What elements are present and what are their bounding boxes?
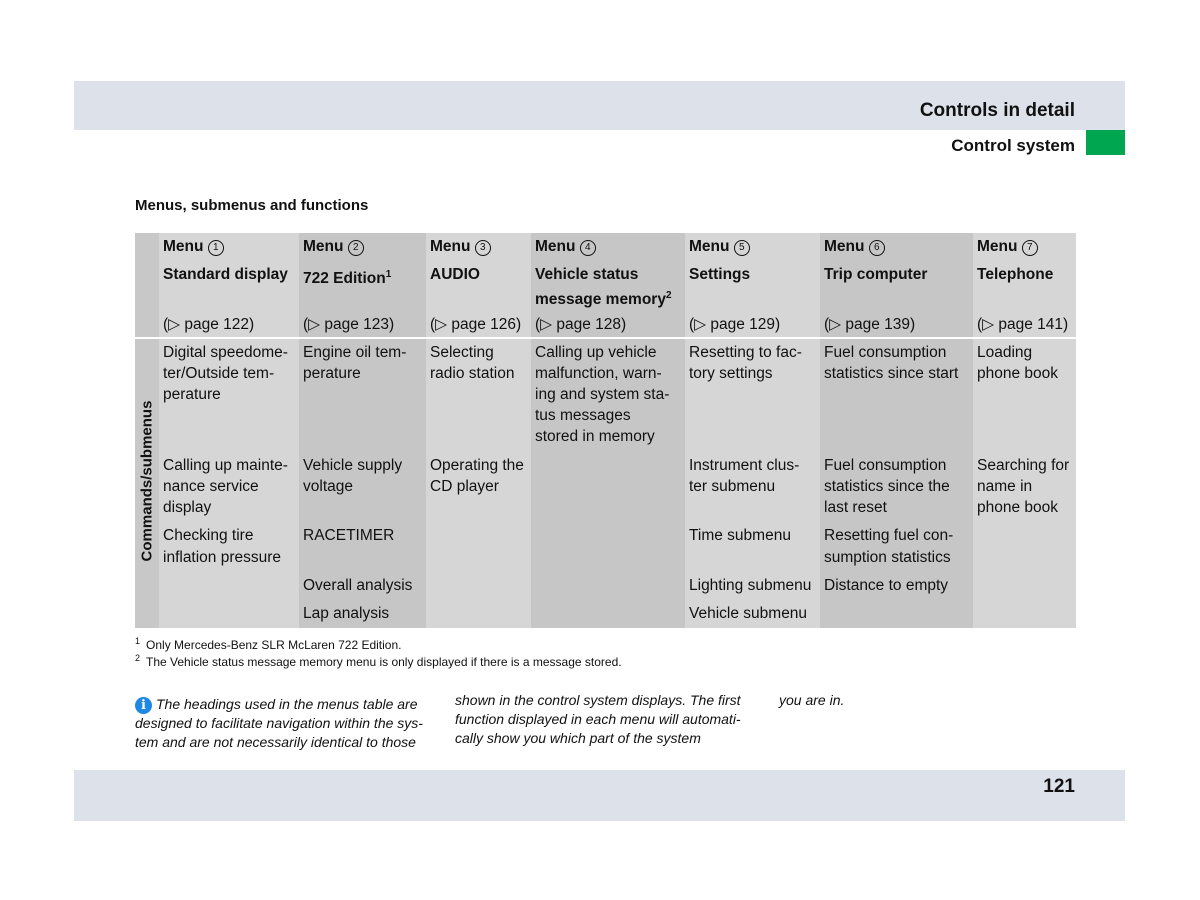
menu-page-ref: (▷ page 126) bbox=[430, 316, 522, 333]
menu-header: Menu 1 Standard display (▷ page 122) bbox=[159, 233, 299, 337]
menu-column-7 bbox=[973, 233, 1076, 628]
menu-title: Vehicle status bbox=[535, 266, 639, 283]
menu-header: Menu 7 Telephone (▷ page 141) bbox=[973, 233, 1076, 337]
menu-number-badge: 4 bbox=[580, 240, 596, 256]
note-column-2: shown in the control system displays. The first function displayed in each menu will automati- cally show you which part of the system bbox=[455, 692, 741, 746]
menu-column-1 bbox=[159, 233, 299, 628]
menu-page-ref: (▷ page 122) bbox=[163, 316, 255, 333]
menu-number-badge: 5 bbox=[734, 240, 750, 256]
menu-column-6 bbox=[820, 233, 973, 628]
menu-number-badge: 6 bbox=[869, 240, 885, 256]
menu-title-line2: message memory$^2$ bbox=[535, 290, 672, 309]
menu-body: Fuel consumption statistics since start Fuel consumption statistics since the last reset Resetting fuel con- sumption statistics Distance to empty bbox=[820, 339, 973, 628]
menu-title: AUDIO bbox=[430, 266, 480, 283]
footnote: $^1$ Only Mercedes-Benz SLR McLaren 722 Edition. bbox=[135, 636, 402, 652]
menu-header: Menu 5 Settings (▷ page 129) bbox=[685, 233, 820, 337]
menu-page-ref: (▷ page 129) bbox=[689, 316, 781, 333]
info-icon: i bbox=[135, 697, 152, 714]
menu-title: 722 Edition$^1$ bbox=[303, 269, 392, 288]
menu-header: Menu 3 AUDIO (▷ page 126) bbox=[426, 233, 531, 337]
menu-column-4 bbox=[531, 233, 685, 628]
section-tab-marker bbox=[1086, 130, 1125, 155]
menu-header: Menu 6 Trip computer (▷ page 139) bbox=[820, 233, 973, 337]
menu-title: Telephone bbox=[977, 266, 1054, 283]
menu-body: Selecting radio station Operating the CD player bbox=[426, 339, 531, 628]
menu-body: Calling up vehicle malfunction, warn- ing and system sta- tus messages stored in memory bbox=[531, 339, 685, 628]
footnote-ref: 1 bbox=[385, 269, 392, 280]
footnote: $^2$ The Vehicle status message memory menu is only displayed if there is a message stored. bbox=[135, 653, 622, 669]
menu-body: Digital speedome- ter/Outside tem- perature Calling up mainte- nance service display Checking tire inflation pressure bbox=[159, 339, 299, 628]
menu-column-3 bbox=[426, 233, 531, 628]
menu-title: Settings bbox=[689, 266, 751, 283]
menu-title: Trip computer bbox=[824, 266, 928, 283]
side-column bbox=[135, 233, 159, 628]
menu-number-badge: 2 bbox=[348, 240, 364, 256]
menu-title: Standard display bbox=[163, 266, 288, 283]
subsection-title: Control system bbox=[951, 136, 1075, 155]
menu-body: Resetting to fac- tory settings Instrument clus- ter submenu Time submenu Lighting submenu Vehicle submenu bbox=[685, 339, 820, 628]
menu-column-2 bbox=[299, 233, 426, 628]
menu-table bbox=[135, 233, 1076, 628]
menu-page-ref: (▷ page 139) bbox=[824, 316, 916, 333]
menu-header: Menu 4 Vehicle status message memory$^2$ (▷ page 128) bbox=[531, 233, 685, 337]
menu-page-ref: (▷ page 128) bbox=[535, 316, 627, 333]
footnote-ref: 2 bbox=[665, 290, 672, 301]
page-number: 121 bbox=[1043, 776, 1075, 797]
side-label: Commands/submenus bbox=[138, 400, 156, 562]
menu-body: Loading phone book Searching for name in phone book bbox=[973, 339, 1076, 628]
menu-number-badge: 1 bbox=[208, 240, 224, 256]
note-column-1: i The headings used in the menus table are designed to facilitate navigation within the sys- tem and are not necessarily identical to those bbox=[135, 696, 423, 750]
menu-column-5 bbox=[685, 233, 820, 628]
note-column-3: you are in. bbox=[779, 692, 845, 708]
menu-number-badge: 7 bbox=[1022, 240, 1038, 256]
menu-page-ref: (▷ page 123) bbox=[303, 316, 395, 333]
section-title: Controls in detail bbox=[919, 100, 1075, 121]
table-heading: Menus, submenus and functions bbox=[135, 197, 369, 214]
menu-page-ref: (▷ page 141) bbox=[977, 316, 1069, 333]
footer-band bbox=[74, 770, 1125, 821]
menu-body: Engine oil tem- perature Vehicle supply voltage RACETIMER Overall analysis Lap analysis bbox=[299, 339, 426, 628]
menu-number-badge: 3 bbox=[475, 240, 491, 256]
menu-header: Menu 2 722 Edition$^1$ (▷ page 123) bbox=[299, 233, 426, 337]
